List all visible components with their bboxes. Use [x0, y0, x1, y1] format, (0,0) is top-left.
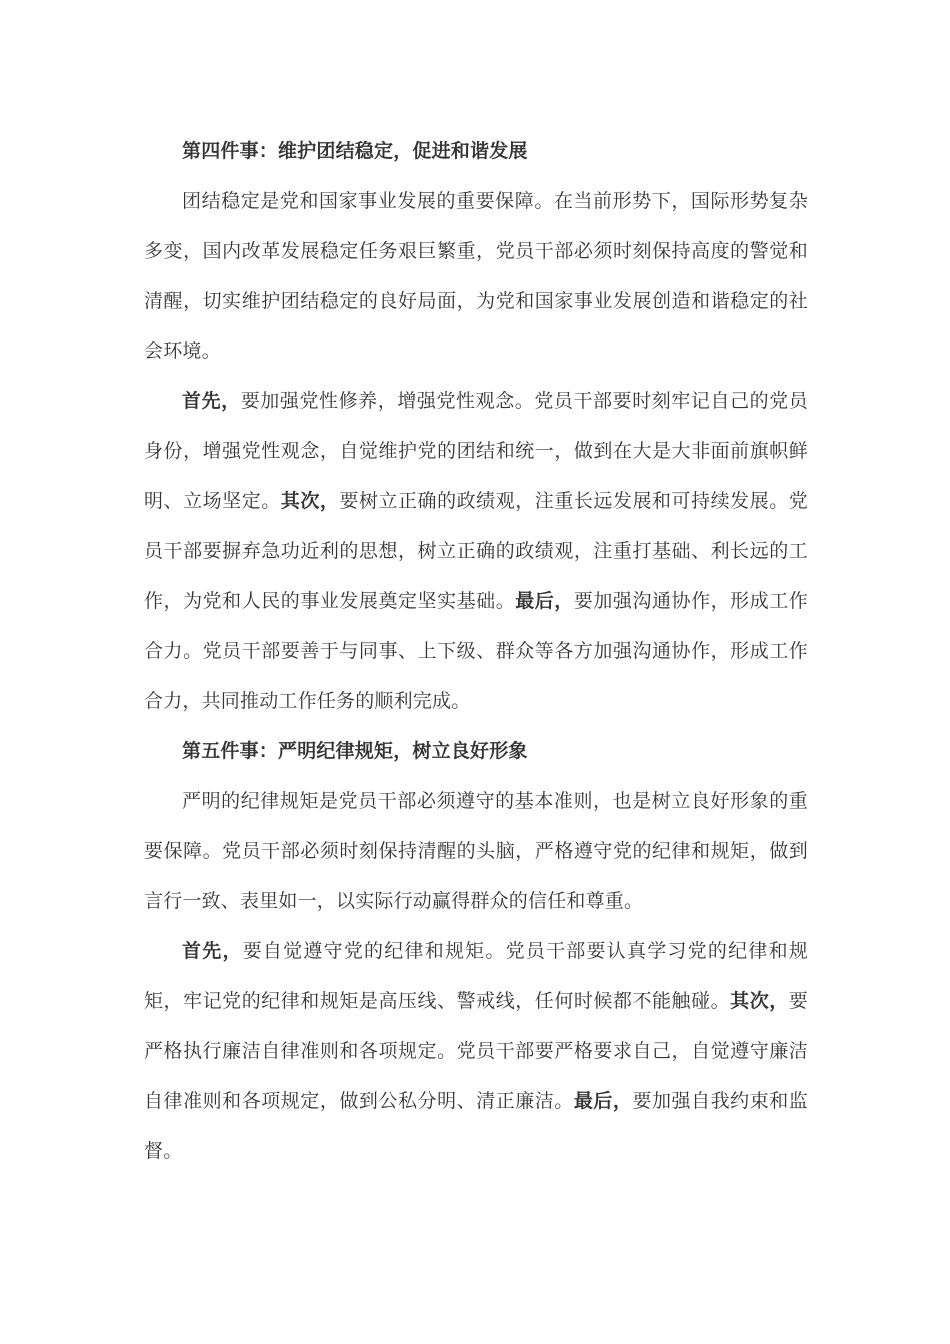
- point-lead-second: 其次，: [730, 990, 789, 1012]
- section-5-points: [144, 926, 808, 1176]
- point-lead-first: 首先，: [182, 390, 241, 412]
- point-lead-second: 其次，: [280, 490, 340, 512]
- section-4-points: [144, 376, 808, 726]
- section-heading-4: 第四件事：维护团结稳定，促进和谐发展: [182, 140, 528, 162]
- point-text: 要严格执行廉洁自律准则和各项规定。党员干部要严格要求自己，自觉遵守廉洁自律准则和各项规定，做到公私分明、清正廉洁。: [144, 990, 808, 1112]
- point-text: 要加强沟通协作，形成工作合力。党员干部要善于与同事、上下级、群众等各方加强沟通协作，形成工作合力，共同推动工作任务的顺利完成。: [144, 590, 808, 712]
- section-4-intro: 团结稳定是党和国家事业发展的重要保障。在当前形势下，国际形势复杂多变，国内改革发展稳定任务艰巨繁重，党员干部必须时刻保持高度的警觉和清醒，切实维护团结稳定的良好局面，为党和国家事业发展创造和谐稳定的社会环境。: [144, 190, 808, 362]
- point-text: 要加强党性修养，增强党性观念。党员干部要时刻牢记自己的党员身份，增强党性观念，自觉维护党的团结和统一，做到在大是大非面前旗帜鲜明、立场坚定。: [144, 390, 808, 512]
- document-body: [144, 126, 808, 1176]
- section-heading-5: 第五件事：严明纪律规矩，树立良好形象: [182, 740, 528, 762]
- point-text: 要自觉遵守党的纪律和规矩。党员干部要认真学习党的纪律和规矩，牢记党的纪律和规矩是高压线、警戒线，任何时候都不能触碰。: [144, 940, 808, 1012]
- point-lead-last: 最后，: [573, 1090, 633, 1112]
- point-text: 要树立正确的政绩观，注重长远发展和可持续发展。党员干部要摒弃急功近利的思想，树立正确的政绩观，注重打基础、利长远的工作，为党和人民的事业发展奠定坚实基础。: [144, 490, 808, 612]
- point-text: 要加强自我约束和监督。: [144, 1090, 808, 1162]
- section-5-intro: 严明的纪律规矩是党员干部必须遵守的基本准则，也是树立良好形象的重要保障。党员干部必须时刻保持清醒的头脑，严格遵守党的纪律和规矩，做到言行一致、表里如一，以实际行动赢得群众的信任和尊重。: [144, 790, 808, 912]
- point-lead-first: 首先，: [182, 940, 243, 962]
- point-lead-last: 最后，: [515, 590, 574, 612]
